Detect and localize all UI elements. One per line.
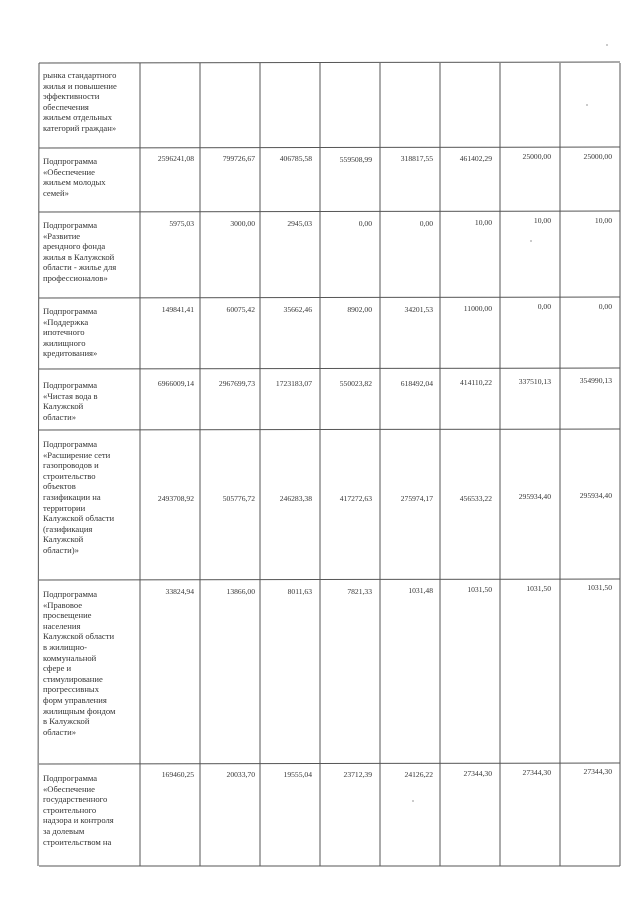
value-cell: 6966009,14 <box>157 379 194 388</box>
value-cell: 27344,30 <box>463 769 492 778</box>
value-cell: 5975,03 <box>169 219 194 228</box>
value-cell: 24126,22 <box>404 770 433 779</box>
value-cell: 27344,30 <box>583 767 612 776</box>
value-cell: 27344,30 <box>522 768 551 777</box>
value-cell: 295934,40 <box>518 492 551 501</box>
value-cell: 246283,38 <box>279 494 312 503</box>
value-cell: 417272,63 <box>339 494 372 503</box>
value-cell: 8902,00 <box>347 305 372 314</box>
value-cell: 275974,17 <box>400 494 433 503</box>
value-cell: 23712,39 <box>343 770 372 779</box>
value-cell: 0,00 <box>358 219 372 228</box>
row-label: Подпрограмма «Развитие арендного фонда жилья в Калужской области - жилье для профессионалов» <box>43 220 117 283</box>
value-cell: 25000,00 <box>583 152 612 161</box>
value-cell: 169460,25 <box>161 770 194 779</box>
value-cell: 337510,13 <box>518 377 551 386</box>
value-cell: 2945,03 <box>287 219 312 228</box>
value-cell: 505776,72 <box>222 494 255 503</box>
value-cell: 10,00 <box>533 216 551 225</box>
value-cell: 10,00 <box>474 218 492 227</box>
value-cell: 318817,55 <box>400 154 433 163</box>
value-cell: 0,00 <box>537 302 551 311</box>
value-cell: 1031,50 <box>526 584 551 593</box>
row-label: Подпрограмма «Обеспечение жильем молодых семей» <box>43 156 106 198</box>
value-cell: 2596241,08 <box>157 154 194 163</box>
value-cell: 461402,29 <box>459 154 492 163</box>
value-cell: 7821,33 <box>347 587 372 596</box>
value-cell: 1031,50 <box>587 583 612 592</box>
row-label: Подпрограмма «Расширение сети газопроводов и строительство объектов газификации на территории Калужской области (газификация Калужской области)» <box>43 439 115 555</box>
row-label: Подпрограмма «Чистая вода в Калужской области» <box>43 380 98 422</box>
value-cell: 456533,22 <box>459 494 492 503</box>
value-cell: 2967699,73 <box>218 379 255 388</box>
scan-speck <box>606 44 608 46</box>
value-cell: 13866,00 <box>226 587 255 596</box>
value-cell: 414110,22 <box>460 378 492 387</box>
value-cell: 618492,04 <box>400 379 433 388</box>
value-cell: 8011,63 <box>287 587 312 596</box>
value-cell: 406785,58 <box>279 154 312 163</box>
value-cell: 10,00 <box>594 216 612 225</box>
value-cell: 19555,04 <box>283 770 312 779</box>
row-label: Подпрограмма «Правовое просвещение населения Калужской области в жилищно- коммунальной сфере и стимулирование прогрессивных форм управления жилищным фондом в Калужской области» <box>43 589 116 737</box>
value-cell: 0,00 <box>598 302 612 311</box>
value-cell: 0,00 <box>419 219 433 228</box>
row-label: рынка стандартного жилья и повышение эффективности обеспечения жильем отдельных категорий граждан» <box>43 70 117 133</box>
value-cell: 11000,00 <box>463 304 492 313</box>
value-cell: 1723183,07 <box>275 379 312 388</box>
value-cell: 2493708,92 <box>157 494 194 503</box>
value-cell: 559508,99 <box>339 155 372 164</box>
row-label: Подпрограмма «Поддержка ипотечного жилищного кредитования» <box>43 306 98 359</box>
value-cell: 34201,53 <box>404 305 433 314</box>
scan-speck <box>530 240 532 242</box>
value-cell: 354990,13 <box>579 376 612 385</box>
value-cell: 799726,67 <box>222 154 255 163</box>
value-cell: 295934,40 <box>579 491 612 500</box>
value-cell: 550023,82 <box>339 379 372 388</box>
scan-speck <box>586 104 588 106</box>
value-cell: 20033,70 <box>226 770 255 779</box>
value-cell: 149841,41 <box>161 305 194 314</box>
value-cell: 1031,50 <box>467 585 492 594</box>
row-label: Подпрограмма «Обеспечение государственного строительного надзора и контроля за долевым строительством на <box>43 773 114 847</box>
value-cell: 33824,94 <box>165 587 194 596</box>
value-cell: 60075,42 <box>226 305 255 314</box>
value-cell: 25000,00 <box>522 152 551 161</box>
value-cell: 35662,46 <box>283 305 312 314</box>
value-cell: 3000,00 <box>230 219 255 228</box>
scan-speck <box>412 800 414 802</box>
value-cell: 1031,48 <box>408 586 433 595</box>
